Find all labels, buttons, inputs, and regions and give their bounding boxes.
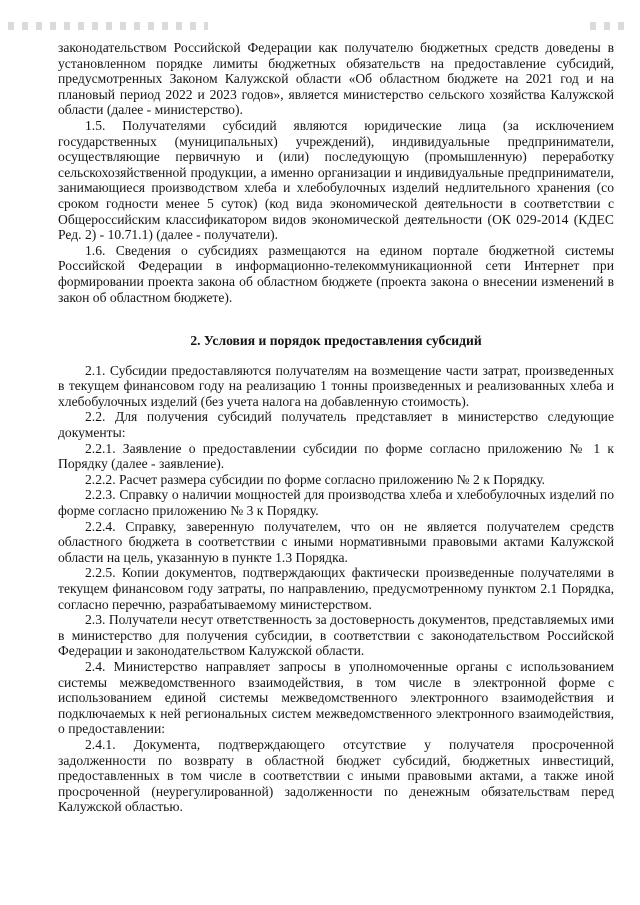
paragraph-2-4-1: 2.4.1. Документа, подтверждающего отсутствие у получателя просроченной задолженности по возврату в областной бюджет субсидий, бюджетных инвестиций, предоставленных в том числе в соответствии с иными правовыми актами, а также иной просроченной (неурегулированной) задолженности по денежным обязательствам перед Калужской областью. — [58, 736, 614, 815]
paragraph-2-3: 2.3. Получатели несут ответственность за достоверность документов, представляемых ими в министерство для получения субсидии, в соответствии с законодательством Российской Федерации и законодательством Калужской области. — [58, 612, 614, 659]
paragraph-1-6: 1.6. Сведения о субсидиях размещаются на едином портале бюджетной системы Российской Федерации в информационно-телекоммуникационной сети Интернет при формировании проекта закона об областном бюджете (проекта закона о внесении изменений в закон об областном бюджете). — [58, 242, 614, 305]
paragraph-1-5: 1.5. Получателями субсидий являются юридические лица (за исключением государственных (муниципальных) учреждений), индивидуальные предприниматели, осуществляющие первичную и (или) последующую (промышленную) переработку сельскохозяйственной продукции, а именно организации и индивидуальные предприниматели, занимающиеся производством хлеба и хлебобулочных изделий недлительного хранения (со сроком годности менее 5 суток) (код вида экономической деятельности в соответствии с Общероссийским классификатором видов экономической деятельности (ОК 029-2014 (КДЕС Ред. 2) - 10.71.1) (далее - получатели). — [58, 117, 614, 243]
scan-artifact — [590, 22, 630, 30]
scan-artifact — [8, 22, 208, 30]
paragraph-2-2-4: 2.2.4. Справку, заверенную получателем, что он не является получателем средств областного бюджета в соответствии с иными нормативными правовыми актами Калужской области на цель, указанную в пункте 1.3 Порядка. — [58, 518, 614, 565]
paragraph-2-4: 2.4. Министерство направляет запросы в уполномоченные органы с использованием системы межведомственного взаимодействия, в том числе в электронной форме с использованием единой системы межведомственного электронного взаимодействия и подключаемых к ней региональных систем межведомственного электронного взаимодействия, о предоставлении: — [58, 658, 614, 737]
paragraph-2-1: 2.1. Субсидии предоставляются получателям на возмещение части затрат, произведенных в текущем финансовом году на реализацию 1 тонны произведенных и реализованных хлеба и хлебобулочных изделий (без учета налога на добавленную стоимость). — [58, 362, 614, 409]
paragraph-2-2-3: 2.2.3. Справку о наличии мощностей для производства хлеба и хлебобулочных изделий по форме согласно приложению № 3 к Порядку. — [58, 487, 614, 519]
paragraph-2-2-2: 2.2.2. Расчет размера субсидии по форме согласно приложению № 2 к Порядку. — [85, 471, 546, 487]
paragraph-2-2-1: 2.2.1. Заявление о предоставлении субсидии по форме согласно приложению № 1 к Порядку (далее - заявление). — [58, 440, 614, 472]
paragraph-2-2: 2.2. Для получения субсидий получатель представляет в министерство следующие документы: — [58, 409, 614, 441]
section-heading: 2. Условия и порядок предоставления субсидий — [190, 333, 482, 349]
paragraph-2-2-5: 2.2.5. Копии документов, подтверждающих фактически произведенные получателями в текущем финансовом году затраты, по направлению, предусмотренному пунктом 2.1 Порядка, согласно перечню, разрабатываемому министерством. — [58, 565, 614, 612]
paragraph-1-4-continued: законодательством Российской Федерации как получателю бюджетных средств доведены в установленном порядке лимиты бюджетных обязательств на предоставление субсидий, предусмотренных Законом Калужской области «Об областном бюджете на 2021 год и на плановый период 2022 и 2023 годов», является министерство сельского хозяйства Калужской области (далее - министерство). — [58, 40, 614, 118]
